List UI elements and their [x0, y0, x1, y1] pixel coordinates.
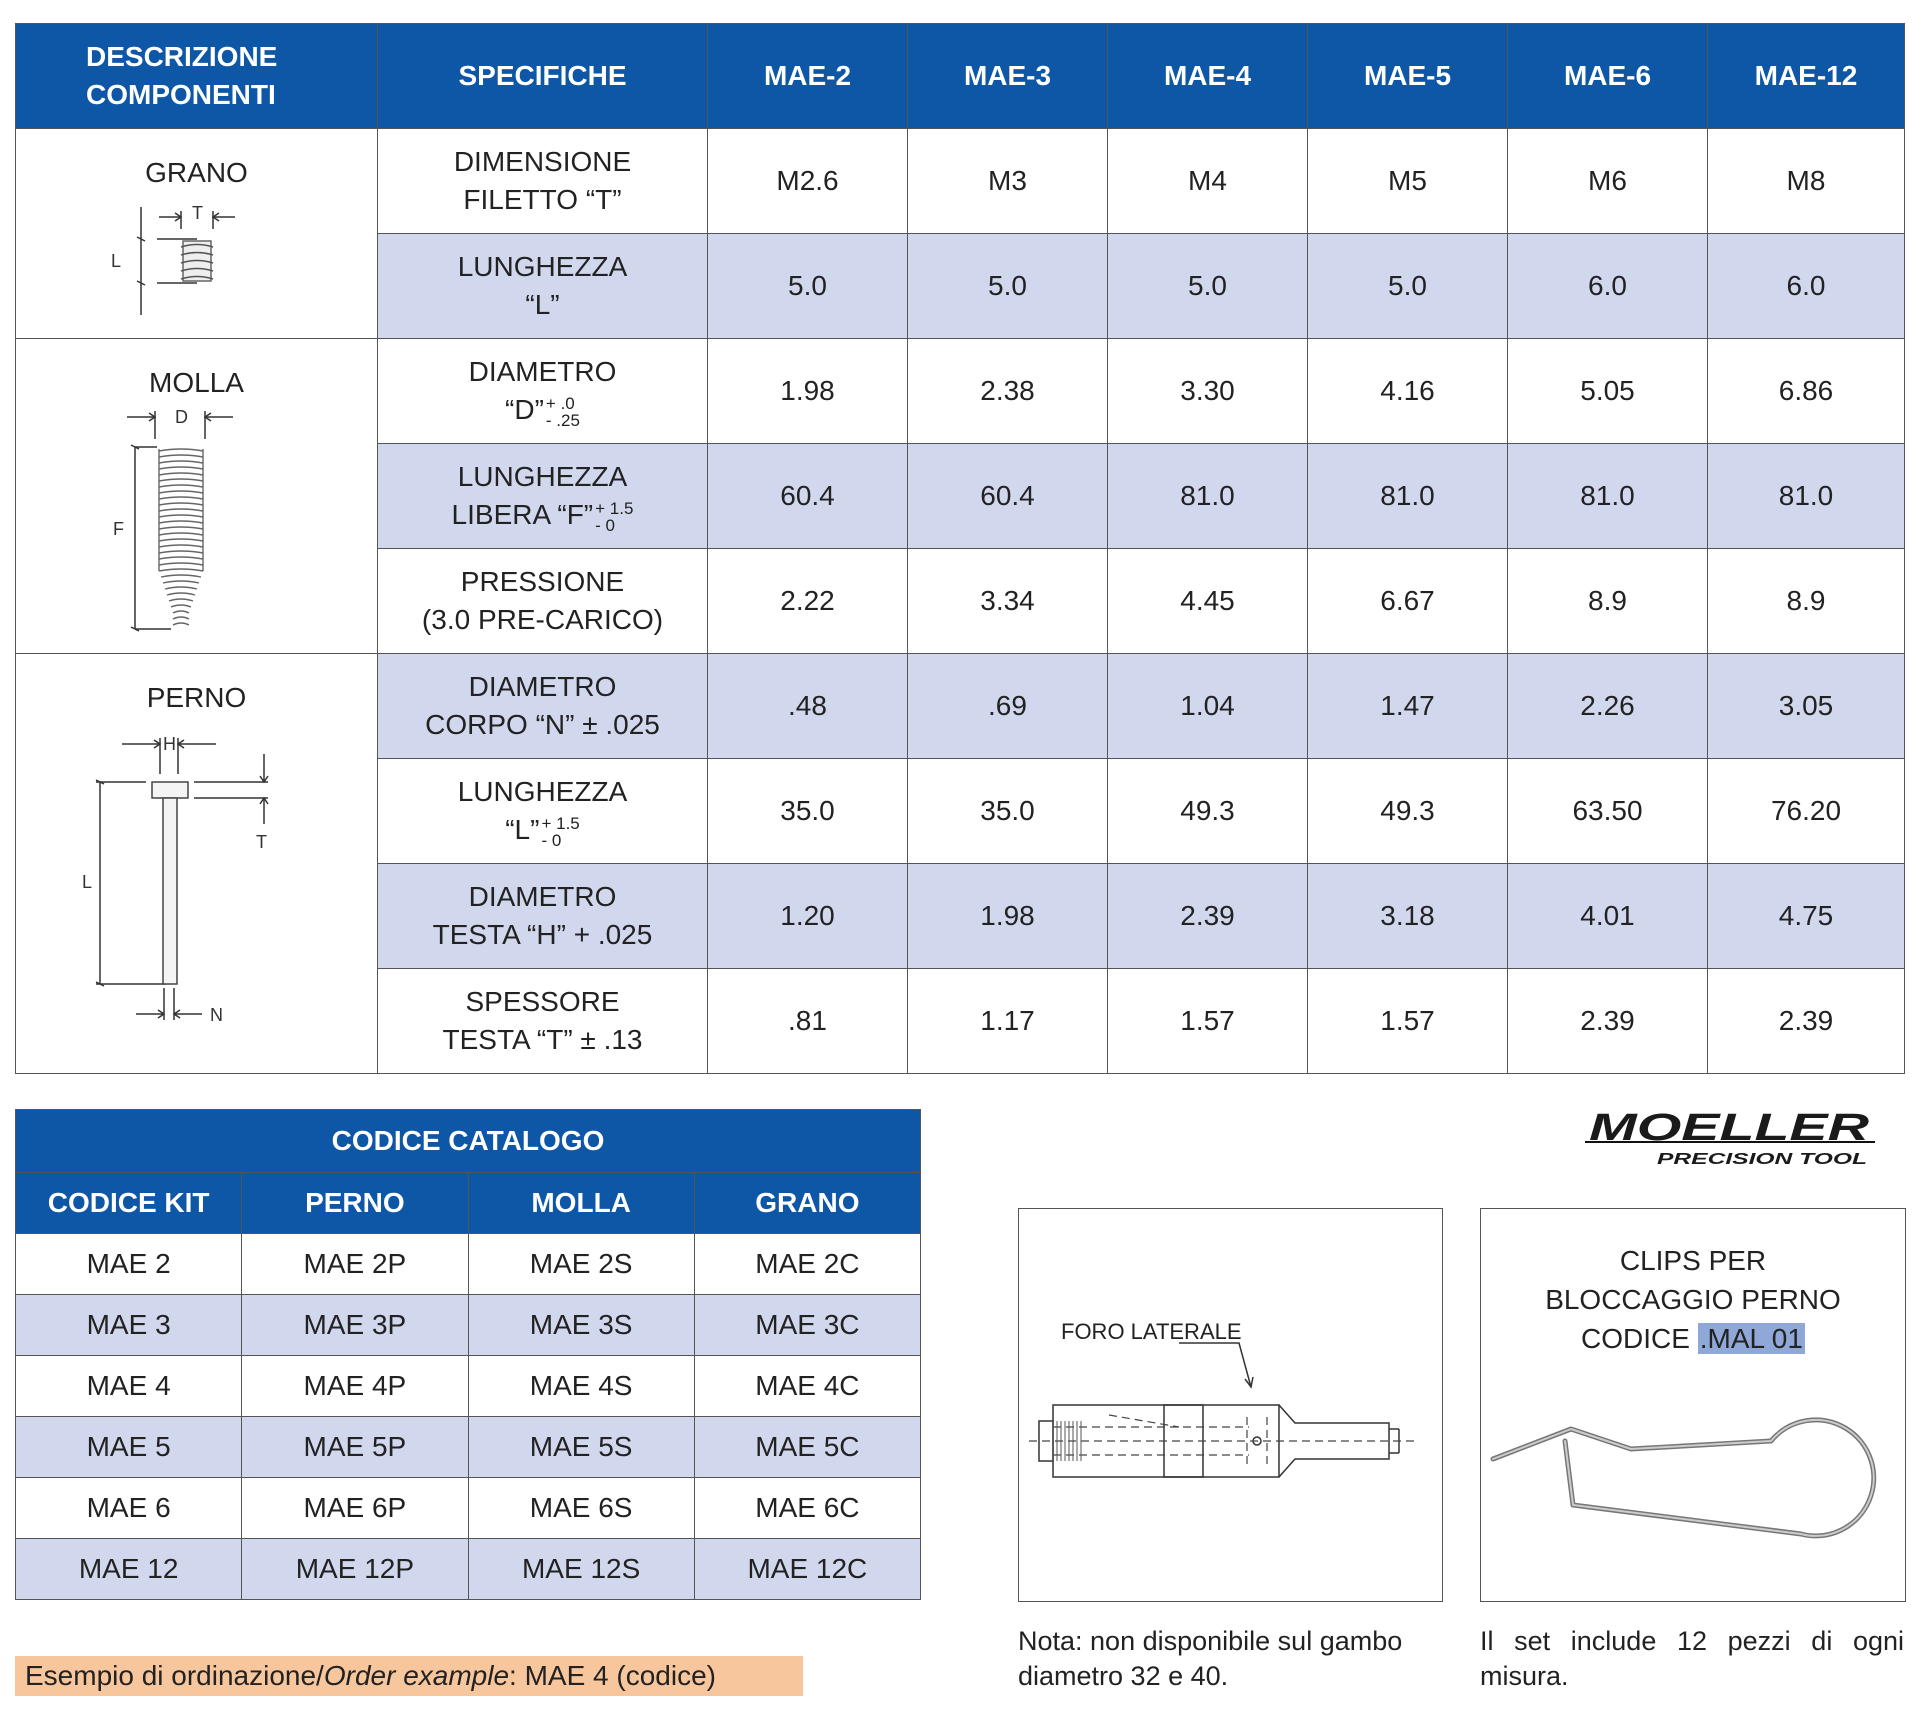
catalog-cell: MAE 6 — [16, 1478, 242, 1539]
dim-label-n: N — [209, 1005, 223, 1025]
catalog-cell: MAE 12P — [242, 1539, 468, 1600]
catalog-cell: MAE 6C — [694, 1478, 920, 1539]
catalog-cell: MAE 5S — [468, 1417, 694, 1478]
value-cell: 1.47 — [1308, 654, 1508, 759]
clips-line2: BLOCCAGGIO PERNO — [1545, 1284, 1841, 1315]
value-cell: 2.26 — [1508, 654, 1708, 759]
header-model: MAE-6 — [1508, 24, 1708, 129]
value-cell: 49.3 — [1108, 759, 1308, 864]
dim-label-t: T — [191, 203, 203, 223]
spec-row — [16, 129, 1905, 234]
spec-line1: DIAMETRO — [468, 356, 617, 387]
value-cell: 5.05 — [1508, 339, 1708, 444]
value-cell: 6.67 — [1308, 549, 1508, 654]
header-model: MAE-4 — [1108, 24, 1308, 129]
value-cell: 1.17 — [908, 969, 1108, 1074]
component-title: MOLLA — [149, 367, 244, 398]
tolerance — [595, 500, 633, 534]
specifications-table — [15, 23, 1905, 1074]
dim-label-d: D — [174, 409, 188, 427]
retaining-clip-drawing — [1481, 1209, 1905, 1601]
value-cell: M4 — [1108, 129, 1308, 234]
clips-box — [1480, 1208, 1906, 1602]
shank-drawing — [1019, 1209, 1442, 1601]
spec-line2: (3.0 PRE-CARICO) — [421, 604, 664, 635]
catalog-cell: MAE 2P — [242, 1234, 468, 1295]
side-hole-note: Nota: non disponibile sul gambo diametro 32 e 40. — [1018, 1626, 1403, 1691]
catalog-cell: MAE 12C — [694, 1539, 920, 1600]
value-cell: 1.04 — [1108, 654, 1308, 759]
tolerance — [546, 395, 580, 429]
value-cell: 5.0 — [908, 234, 1108, 339]
value-cell: M3 — [908, 129, 1108, 234]
catalog-cell: MAE 4 — [16, 1356, 242, 1417]
catalog-row — [16, 1417, 921, 1478]
value-cell: 35.0 — [908, 759, 1108, 864]
catalog-cell: MAE 6P — [242, 1478, 468, 1539]
side-hole-label: FORO LATERALE — [1061, 1319, 1242, 1344]
header-model: MAE-3 — [908, 24, 1108, 129]
tolerance-top: + 1.5 — [541, 813, 580, 833]
value-cell: 81.0 — [1108, 444, 1308, 549]
value-cell: .48 — [708, 654, 908, 759]
spec-line1: PRESSIONE — [460, 566, 625, 597]
value-cell: 49.3 — [1308, 759, 1508, 864]
value-cell: 4.75 — [1708, 864, 1905, 969]
value-cell: 8.9 — [1708, 549, 1905, 654]
catalog-cell: MAE 2C — [694, 1234, 920, 1295]
value-cell: .69 — [908, 654, 1108, 759]
value-cell: 2.22 — [708, 549, 908, 654]
catalog-cell: MAE 5C — [694, 1417, 920, 1478]
spec-label — [378, 549, 708, 654]
clips-note: Il set include 12 pezzi di ogni misura. — [1480, 1626, 1904, 1691]
spec-line1: SPESSORE — [465, 986, 620, 1017]
catalog-cell: MAE 2S — [468, 1234, 694, 1295]
catalog-row — [16, 1539, 921, 1600]
clips-code: .MAL 01 — [1699, 1323, 1803, 1354]
spec-line1: LUNGHEZZA — [457, 461, 628, 492]
value-cell: 35.0 — [708, 759, 908, 864]
catalog-cell: MAE 5 — [16, 1417, 242, 1478]
value-cell: 81.0 — [1508, 444, 1708, 549]
value-cell: 2.39 — [1508, 969, 1708, 1074]
spring-drawing — [97, 409, 297, 639]
clips-line1: CLIPS PER — [1619, 1245, 1767, 1276]
value-cell: 3.05 — [1708, 654, 1905, 759]
value-cell: 4.01 — [1508, 864, 1708, 969]
spec-label — [378, 444, 708, 549]
value-cell: .81 — [708, 969, 908, 1074]
catalog-cell: MAE 3C — [694, 1295, 920, 1356]
value-cell: 2.38 — [908, 339, 1108, 444]
catalog-cell: MAE 12 — [16, 1539, 242, 1600]
dim-label-l: L — [81, 872, 92, 892]
value-cell: 4.45 — [1108, 549, 1308, 654]
order-example-suffix: : MAE 4 (codice) — [509, 1660, 716, 1691]
value-cell: 5.0 — [708, 234, 908, 339]
catalog-header: MOLLA — [468, 1173, 694, 1234]
catalog-cell: MAE 4C — [694, 1356, 920, 1417]
value-cell: 6.0 — [1508, 234, 1708, 339]
order-example-prefix: Esempio di ordinazione/ — [25, 1660, 324, 1691]
header-specifiche: SPECIFICHE — [378, 24, 708, 129]
catalog-cell: MAE 3P — [242, 1295, 468, 1356]
value-cell: 5.0 — [1308, 234, 1508, 339]
header-model: MAE-12 — [1708, 24, 1905, 129]
spec-line2: LIBERA “F” — [451, 499, 594, 530]
value-cell: M2.6 — [708, 129, 908, 234]
value-cell: 5.0 — [1108, 234, 1308, 339]
set-screw-drawing — [97, 199, 297, 324]
dim-label-f: F — [112, 519, 124, 539]
component-grano — [16, 129, 378, 339]
moeller-logo — [1575, 1112, 1885, 1172]
catalog-row — [16, 1478, 921, 1539]
value-cell: 1.57 — [1108, 969, 1308, 1074]
spec-label — [378, 759, 708, 864]
spec-line2: “L” — [505, 814, 540, 845]
tolerance — [541, 815, 579, 849]
spec-line2: FILETTO “T” — [463, 184, 622, 215]
value-cell: M8 — [1708, 129, 1905, 234]
header-model: MAE-5 — [1308, 24, 1508, 129]
spec-label — [378, 129, 708, 234]
spec-label — [378, 339, 708, 444]
value-cell: M6 — [1508, 129, 1708, 234]
value-cell: 63.50 — [1508, 759, 1708, 864]
spec-header-row — [16, 24, 1905, 129]
spec-line2: “D” — [505, 394, 544, 425]
spec-line2: TESTA “T” ± .13 — [442, 1024, 643, 1055]
value-cell: 1.57 — [1308, 969, 1508, 1074]
logo-name: MOELLER — [1589, 1112, 1870, 1149]
catalog-cell: MAE 2 — [16, 1234, 242, 1295]
value-cell: 81.0 — [1708, 444, 1905, 549]
value-cell: 6.0 — [1708, 234, 1905, 339]
spec-label — [378, 864, 708, 969]
spec-line2: CORPO “N” ± .025 — [425, 709, 660, 740]
value-cell: 1.98 — [708, 339, 908, 444]
catalog-cell: MAE 3 — [16, 1295, 242, 1356]
catalog-row — [16, 1295, 921, 1356]
header-descrizione — [16, 24, 378, 129]
value-cell: 1.98 — [908, 864, 1108, 969]
catalog-title: CODICE CATALOGO — [16, 1110, 921, 1173]
value-cell: 6.86 — [1708, 339, 1905, 444]
dim-label-l: L — [110, 251, 121, 271]
value-cell: 3.34 — [908, 549, 1108, 654]
value-cell: 2.39 — [1708, 969, 1905, 1074]
value-cell: 60.4 — [708, 444, 908, 549]
component-title: GRANO — [145, 157, 248, 188]
spec-row — [16, 654, 1905, 759]
tolerance-bottom: - 0 — [595, 515, 615, 535]
spec-label — [378, 234, 708, 339]
value-cell: 3.30 — [1108, 339, 1308, 444]
spec-row — [16, 339, 1905, 444]
catalog-table — [15, 1109, 921, 1600]
catalog-cell: MAE 4P — [242, 1356, 468, 1417]
spec-line2: TESTA “H” + .025 — [432, 919, 653, 950]
spec-line1: DIAMETRO — [468, 881, 617, 912]
component-molla — [16, 339, 378, 654]
catalog-cell: MAE 4S — [468, 1356, 694, 1417]
spec-line1: LUNGHEZZA — [457, 251, 628, 282]
value-cell: 8.9 — [1508, 549, 1708, 654]
spec-line2: “L” — [525, 289, 560, 320]
logo-tagline: PRECISION TOOL — [1657, 1151, 1867, 1168]
header-desc-line1: DESCRIZIONE — [86, 41, 278, 72]
pin-drawing — [82, 724, 312, 1044]
value-cell: 81.0 — [1308, 444, 1508, 549]
catalog-cell: MAE 5P — [242, 1417, 468, 1478]
catalog-cell: MAE 12S — [468, 1539, 694, 1600]
catalog-row — [16, 1234, 921, 1295]
spec-line1: DIAMETRO — [468, 671, 617, 702]
component-perno — [16, 654, 378, 1074]
value-cell: 76.20 — [1708, 759, 1905, 864]
tolerance-bottom: - 0 — [541, 830, 562, 850]
spec-label — [378, 654, 708, 759]
value-cell: M5 — [1308, 129, 1508, 234]
value-cell: 2.39 — [1108, 864, 1308, 969]
dim-label-t: T — [255, 832, 267, 852]
catalog-row — [16, 1356, 921, 1417]
value-cell: 4.16 — [1308, 339, 1508, 444]
spec-line1: LUNGHEZZA — [457, 776, 628, 807]
component-title: PERNO — [146, 682, 247, 713]
side-hole-box — [1018, 1208, 1443, 1602]
catalog-header: CODICE KIT — [16, 1173, 242, 1234]
tolerance-bottom: - .25 — [545, 410, 580, 430]
value-cell: 1.20 — [708, 864, 908, 969]
value-cell: 3.18 — [1308, 864, 1508, 969]
header-desc-line2: COMPONENTI — [86, 79, 276, 110]
order-example-italic: Order example — [323, 1660, 510, 1691]
clips-line3: CODICE — [1581, 1323, 1698, 1354]
header-model: MAE-2 — [708, 24, 908, 129]
tolerance-top: + 1.5 — [595, 498, 634, 518]
catalog-header: GRANO — [694, 1173, 920, 1234]
order-example — [15, 1656, 803, 1696]
catalog-header: PERNO — [242, 1173, 468, 1234]
tolerance-top: + .0 — [545, 393, 575, 413]
catalog-cell: MAE 6S — [468, 1478, 694, 1539]
spec-line1: DIMENSIONE — [453, 146, 632, 177]
catalog-cell: MAE 3S — [468, 1295, 694, 1356]
value-cell: 60.4 — [908, 444, 1108, 549]
spec-label — [378, 969, 708, 1074]
dim-label-h: H — [162, 734, 176, 754]
